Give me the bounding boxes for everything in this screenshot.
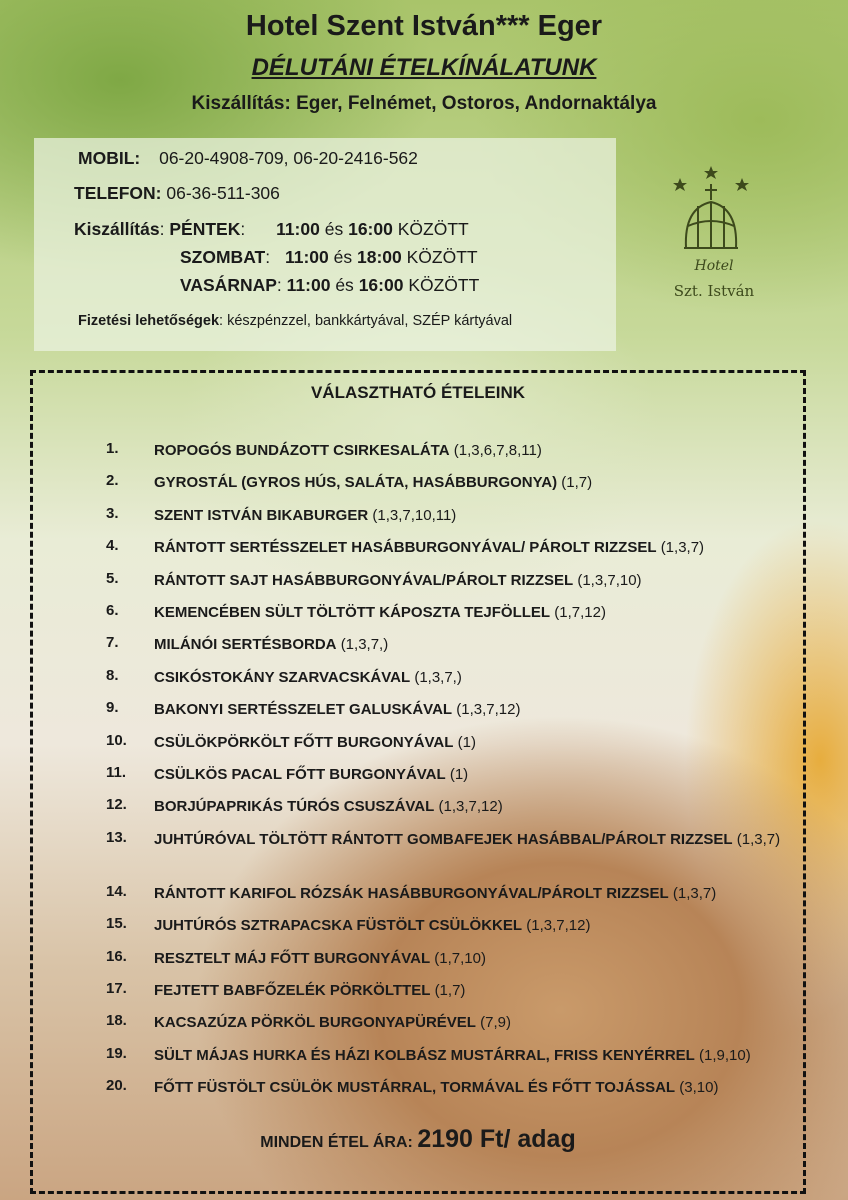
schedule-between: KÖZÖTT bbox=[408, 275, 480, 295]
menu-item-name: BAKONYI SERTÉSSZELET GALUSKÁVAL bbox=[154, 701, 453, 719]
menu-item-number: 18. bbox=[106, 1012, 127, 1030]
menu-item-allergens: (3,10) bbox=[679, 1079, 719, 1097]
menu-item-allergens: (1,3,7) bbox=[736, 830, 781, 848]
delivery-schedule-row-1: Kiszállítás: PÉNTEK: 11:00 és 16:00 KÖZÖTT bbox=[74, 219, 469, 239]
menu-item-text bbox=[154, 634, 794, 655]
menu-item-allergens: (1,7,12) bbox=[554, 604, 606, 621]
schedule-between: KÖZÖTT bbox=[397, 219, 469, 239]
menu-item-text bbox=[154, 602, 794, 623]
menu-item-number: 7. bbox=[106, 634, 119, 652]
menu-item-number: 11. bbox=[106, 764, 127, 781]
menu-item-name: SZENT ISTVÁN BIKABURGER bbox=[154, 506, 369, 524]
menu-item-name: FŐTT FÜSTÖLT CSÜLÖK MUSTÁRRAL, TORMÁVAL ÉS FŐTT TOJÁSSAL bbox=[154, 1079, 676, 1097]
menu-item-text bbox=[154, 796, 794, 817]
menu-item-text bbox=[154, 537, 794, 558]
menu-item-number: 12. bbox=[106, 796, 127, 814]
menu-item-allergens: (1,3,7,10) bbox=[577, 571, 642, 589]
menu-item-number: 6. bbox=[106, 602, 119, 619]
menu-item-text bbox=[154, 980, 794, 1001]
menu-item-number: 1. bbox=[106, 440, 119, 457]
menu-item-number: 17. bbox=[106, 980, 127, 997]
menu-item-allergens: (1) bbox=[449, 766, 469, 783]
mobile-label: MOBIL: bbox=[78, 148, 141, 168]
menu-item-name: SÜLT MÁJAS HURKA ÉS HÁZI KOLBÁSZ MUSTÁRRAL, FRISS KENYÉRREL bbox=[154, 1046, 695, 1064]
menu-item-name: RÁNTOTT SERTÉSSZELET HASÁBBURGONYÁVAL/ PÁROLT RIZZSEL bbox=[154, 539, 657, 557]
menu-title: VÁLASZTHATÓ ÉTELEINK bbox=[310, 383, 526, 402]
payment-row bbox=[78, 313, 512, 329]
menu-item-name: CSÜLÖKPÖRKÖLT FŐTT BURGONYÁVAL bbox=[154, 733, 454, 751]
menu-item-allergens: (1,3,7,12) bbox=[456, 701, 521, 719]
schedule-day: SZOMBAT bbox=[180, 247, 266, 267]
menu-item-name: FEJTETT BABFŐZELÉK PÖRKÖLTTEL bbox=[154, 982, 431, 999]
menu-item-name: BORJÚPAPRIKÁS TÚRÓS CSUSZÁVAL bbox=[154, 798, 435, 816]
menu-item-number: 15. bbox=[106, 915, 127, 933]
hotel-title: Hotel Szent István*** Eger bbox=[245, 10, 603, 42]
schedule-between: KÖZÖTT bbox=[406, 247, 478, 267]
menu-subtitle: DÉLUTÁNI ÉTELKÍNÁLATUNK bbox=[251, 54, 597, 81]
menu-item-text bbox=[154, 505, 794, 526]
price-line bbox=[33, 1125, 803, 1154]
menu-item-number: 4. bbox=[106, 537, 119, 555]
menu-item-number: 20. bbox=[106, 1077, 127, 1095]
schedule-to: 16:00 bbox=[358, 275, 404, 295]
menu-item-number: 19. bbox=[106, 1044, 127, 1062]
menu-item-text bbox=[154, 732, 794, 753]
schedule-and: és bbox=[335, 275, 354, 295]
menu-item-text bbox=[154, 440, 794, 461]
menu-item-text bbox=[154, 699, 794, 720]
schedule-from: 11:00 bbox=[276, 219, 320, 239]
menu-item-name: RÁNTOTT SAJT HASÁBBURGONYÁVAL/PÁROLT RIZZSEL bbox=[154, 571, 574, 589]
schedule-day: VASÁRNAP bbox=[180, 275, 277, 295]
logo-text-hotel: Hotel bbox=[694, 258, 734, 274]
menu-item-allergens: (1,9,10) bbox=[699, 1046, 751, 1064]
menu-item-name: RESZTELT MÁJ FŐTT BURGONYÁVAL bbox=[154, 949, 431, 967]
payment-label: Fizetési lehetőségek bbox=[78, 313, 220, 329]
menu-item-allergens: (1,3,7,12) bbox=[526, 917, 591, 935]
menu-item-text bbox=[154, 915, 794, 936]
phone-label: TELEFON: bbox=[74, 183, 162, 203]
menu-item-text bbox=[154, 1012, 794, 1033]
logo-text-name: Szt. István bbox=[673, 282, 755, 300]
menu-item-allergens: (1,3,7,) bbox=[340, 636, 389, 654]
menu-item-name: MILÁNÓI SERTÉSBORDA bbox=[154, 636, 337, 654]
menu-item-text bbox=[154, 570, 794, 591]
menu-item-number: 9. bbox=[106, 699, 119, 717]
schedule-from: 11:00 bbox=[286, 275, 331, 295]
menu-item-name: KEMENCÉBEN SÜLT TÖLTÖTT KÁPOSZTA TEJFÖLLEL bbox=[154, 604, 551, 621]
menu-item-number: 10. bbox=[106, 731, 127, 749]
mobile-value: 06-20-4908-709, 06-20-2416-562 bbox=[159, 148, 418, 168]
schedule-day: PÉNTEK bbox=[169, 219, 241, 239]
menu-item-number: 16. bbox=[106, 947, 127, 965]
menu-item-number: 3. bbox=[106, 504, 119, 522]
menu-item-allergens: (7,9) bbox=[480, 1014, 511, 1032]
menu-item-allergens: (1,3,6,7,8,11) bbox=[453, 442, 542, 459]
menu-item-text bbox=[154, 1045, 794, 1066]
menu-item-allergens: (1,7) bbox=[434, 982, 466, 999]
contact-info-box bbox=[34, 138, 616, 351]
mobile-row bbox=[78, 148, 418, 169]
schedule-and: és bbox=[333, 247, 353, 267]
menu-item-allergens: (1,7,10) bbox=[434, 949, 486, 967]
menu-box bbox=[30, 370, 806, 1194]
phone-row bbox=[74, 183, 280, 204]
menu-item-text bbox=[154, 829, 794, 850]
menu-item-text bbox=[154, 948, 794, 969]
crown-icon bbox=[684, 184, 738, 248]
schedule-from: 11:00 bbox=[284, 247, 329, 267]
menu-item-name: CSÜLKÖS PACAL FŐTT BURGONYÁVAL bbox=[154, 766, 446, 783]
menu-item-number: 2. bbox=[106, 472, 119, 490]
delivery-schedule-row-2: SZOMBAT: 11:00 és 18:00 KÖZÖTT bbox=[180, 247, 478, 267]
menu-item-name: RÁNTOTT KARIFOL RÓZSÁK HASÁBBURGONYÁVAL/PÁROLT RIZZSEL bbox=[154, 884, 669, 902]
delivery-schedule-row-3: VASÁRNAP: 11:00 és 16:00 KÖZÖTT bbox=[180, 275, 480, 295]
phone-value: 06-36-511-306 bbox=[166, 183, 280, 203]
menu-item-text bbox=[154, 764, 794, 785]
delivery-label: Kiszállítás bbox=[74, 219, 160, 239]
menu-item-number: 5. bbox=[106, 569, 119, 587]
schedule-to: 16:00 bbox=[348, 219, 393, 239]
menu-item-name: CSIKÓSTOKÁNY SZARVACSKÁVAL bbox=[154, 668, 411, 686]
menu-item-allergens: (1,3,7) bbox=[660, 539, 705, 557]
menu-item-text bbox=[154, 1077, 794, 1098]
payment-value: : készpénzzel, bankkártyával, SZÉP kártyával bbox=[219, 313, 513, 329]
menu-item-name: JUHTÚRÓVAL TÖLTÖTT RÁNTOTT GOMBAFEJEK HASÁBBAL/PÁROLT RIZZSEL bbox=[154, 830, 733, 848]
menu-item-allergens: (1) bbox=[457, 733, 476, 751]
menu-item-name: KACSAZÚZA PÖRKÖL BURGONYAPÜRÉVEL bbox=[154, 1014, 476, 1032]
menu-item-text bbox=[154, 472, 794, 493]
menu-item-number: 8. bbox=[106, 666, 119, 684]
menu-item-allergens: (1,7) bbox=[561, 474, 593, 492]
menu-item-text bbox=[154, 667, 794, 688]
delivery-areas: Kiszállítás: Eger, Felnémet, Ostoros, Andornaktálya bbox=[191, 93, 657, 114]
price-value: 2190 Ft/ adag bbox=[417, 1125, 576, 1153]
menu-item-name: JUHTÚRÓS SZTRAPACSKA FÜSTÖLT CSÜLÖKKEL bbox=[154, 917, 523, 935]
menu-item-name: ROPOGÓS BUNDÁZOTT CSIRKESALÁTA bbox=[154, 442, 450, 459]
menu-item-number: 14. bbox=[106, 882, 127, 900]
hotel-logo bbox=[640, 160, 790, 310]
menu-item-allergens: (1,3,7) bbox=[672, 884, 717, 902]
menu-item-name: GYROSTÁL (GYROS HÚS, SALÁTA, HASÁBBURGONYA) bbox=[154, 474, 558, 492]
schedule-to: 18:00 bbox=[356, 247, 402, 267]
menu-item-allergens: (1,3,7,) bbox=[414, 668, 462, 686]
schedule-and: és bbox=[324, 219, 344, 239]
price-label: MINDEN ÉTEL ÁRA: bbox=[260, 1134, 413, 1151]
menu-item-number: 13. bbox=[106, 828, 127, 846]
menu-item-allergens: (1,3,7,10,11) bbox=[372, 506, 457, 524]
menu-item-text bbox=[154, 883, 794, 904]
menu-item-allergens: (1,3,7,12) bbox=[438, 798, 503, 816]
